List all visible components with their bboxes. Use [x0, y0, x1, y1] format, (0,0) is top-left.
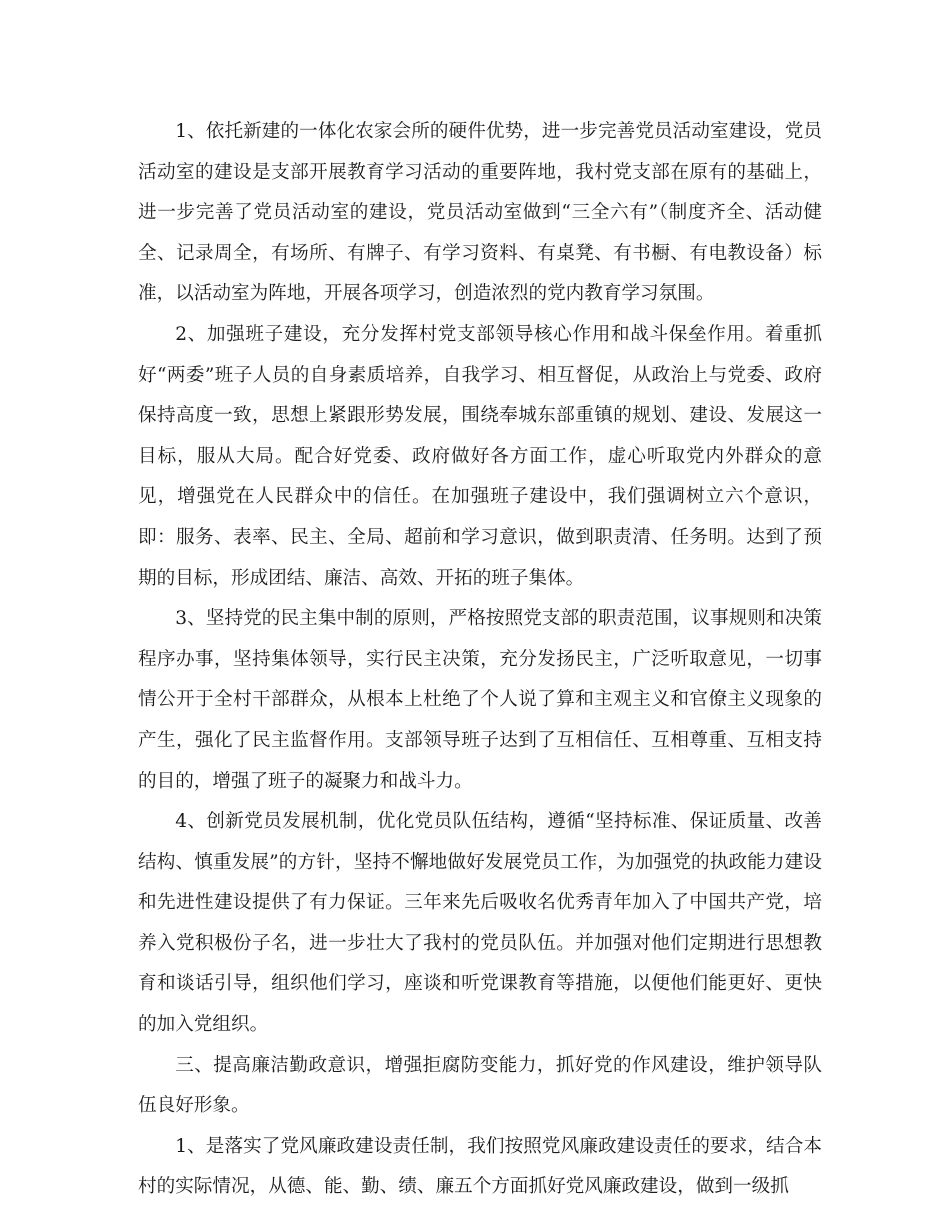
section-heading-integrity: 三、提高廉洁勤政意识，增强拒腐防变能力，抓好党的作风建设，维护领导队伍良好形象。 — [138, 1054, 822, 1117]
paragraph-team-building: 2、加强班子建设，充分发挥村党支部领导核心作用和战斗保垒作用。着重抓好“两委”班子人员的自身素质培养，自我学习、相互督促，从政治上与党委、政府保持高度一致，思想上紧跟形势发展，围绕奉城东部重镇的规划、建设、发展这一目标，服从大局。配合好党委、政府做好各方面工作，虚心听取党内外群众的意见，增强党在人民群众中的信任。在加强班子建设中，我们强调树立六个意识，即：服务、表率、民主、全局、超前和学习意识，做到职责清、任务明。达到了预期的目标，形成团结、廉洁、高效、开拓的班子集体。 — [138, 323, 822, 589]
paragraph-responsibility-system: 1、是落实了党风廉政建设责任制，我们按照党风廉政建设责任的要求，结合本村的实际情况，从德、能、勤、绩、廉五个方面抓好党风廉政建设，做到一级抓 — [138, 1135, 822, 1198]
document-body — [138, 112, 822, 1208]
paragraph-democratic-centralism: 3、坚持党的民主集中制的原则，严格按照党支部的职责范围，议事规则和决策程序办事，坚持集体领导，实行民主决策，充分发扬民主，广泛听取意见，一切事情公开于全村干部群众，从根本上杜绝了个人说了算和主观主义和官僚主义现象的产生，强化了民主监督作用。支部领导班子达到了互相信任、互相尊重、互相支持的目的，增强了班子的凝聚力和战斗力。 — [138, 608, 822, 792]
paragraph-activity-room: 1、依托新建的一体化农家会所的硬件优势，进一步完善党员活动室建设，党员活动室的建设是支部开展教育学习活动的重要阵地，我村党支部在原有的基础上，进一步完善了党员活动室的建设，党员活动室做到“三全六有”（制度齐全、活动健全、记录周全，有场所、有牌子、有学习资料、有桌凳、有书橱、有电教设备）标准，以活动室为阵地，开展各项学习，创造浓烈的党内教育学习氛围。 — [138, 121, 822, 305]
paragraph-member-development: 4、创新党员发展机制，优化党员队伍结构，遵循“坚持标准、保证质量、改善结构、慎重发展”的方针，坚持不懈地做好发展党员工作，为加强党的执政能力建设和先进性建设提供了有力保证。三年来先后吸收名优秀青年加入了中国共产党，培养入党积极份子名，进一步壮大了我村的党员队伍。并加强对他们定期进行思想教育和谈话引导，组织他们学习，座谈和听党课教育等措施，以便他们能更好、更快的加入党组织。 — [138, 811, 822, 1036]
